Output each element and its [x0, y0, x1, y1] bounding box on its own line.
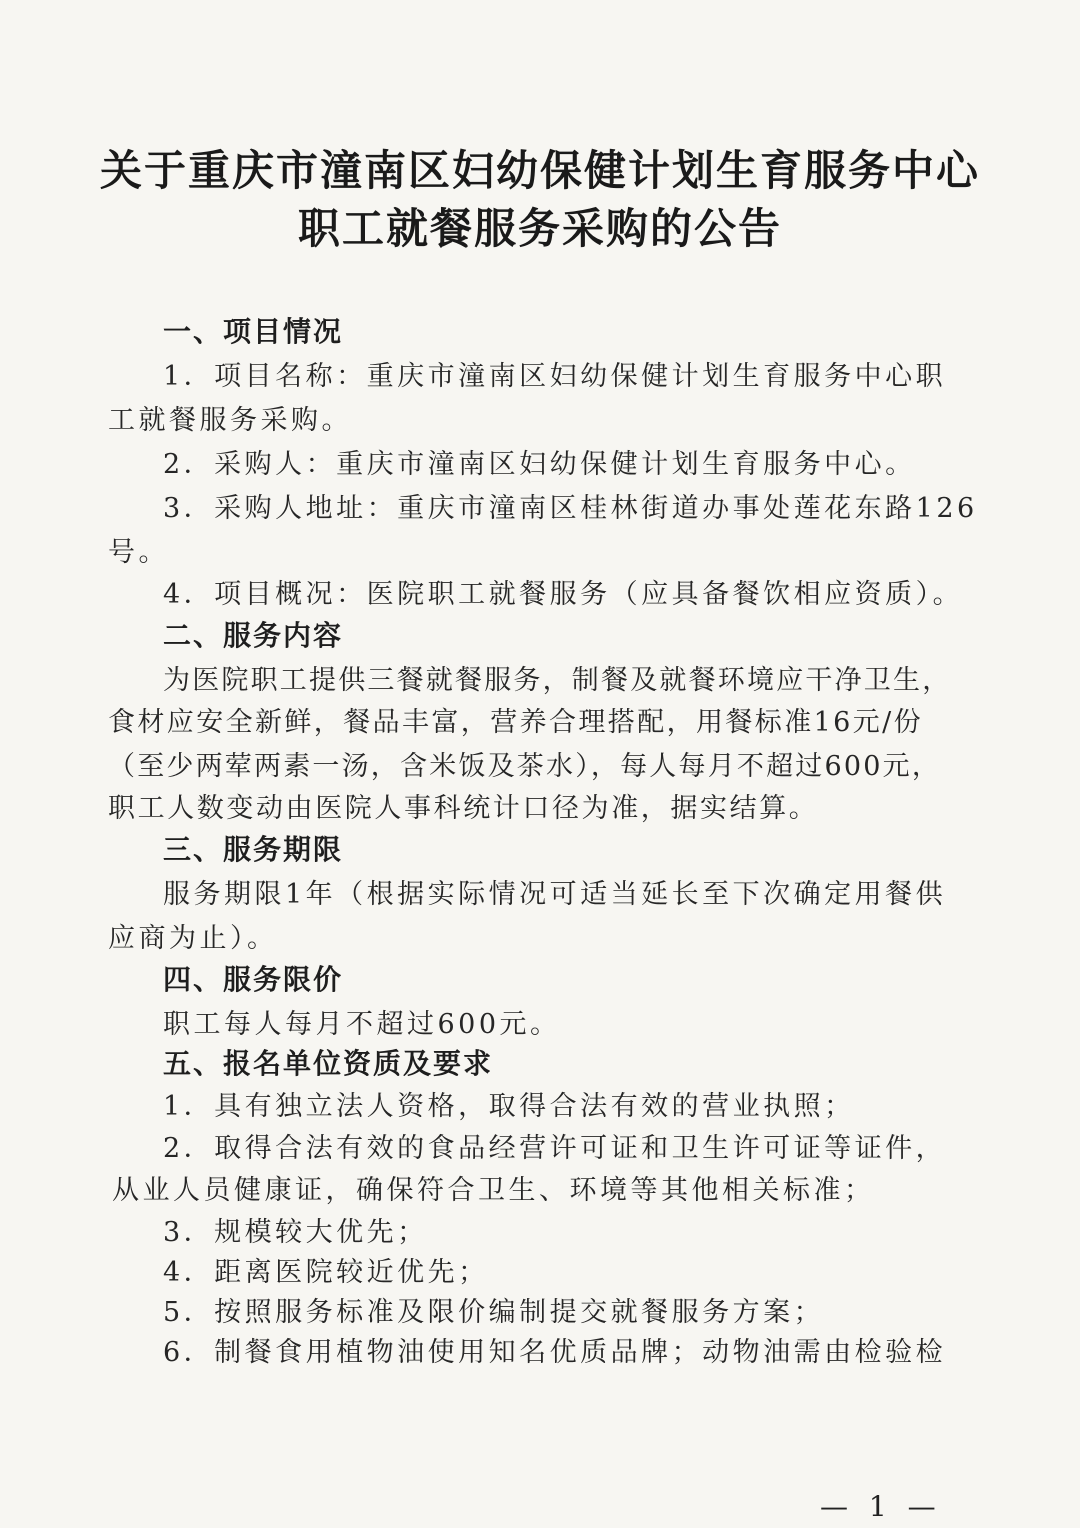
paragraph-line: 4．项目概况：医院职工就餐服务（应具备餐饮相应资质）。	[163, 579, 964, 610]
document-title-line-1: 关于重庆市潼南区妇幼保健计划生育服务中心	[99, 146, 980, 195]
paragraph-line: 3．采购人地址：重庆市潼南区桂林街道办事处莲花东路126	[163, 493, 978, 524]
paragraph-line: （至少两荤两素一汤，含米饭及茶水），每人每月不超过600元，	[108, 751, 942, 782]
paragraph-line: 6．制餐食用植物油使用知名优质品牌；动物油需由检验检	[163, 1337, 947, 1368]
paragraph-line: 3．规模较大优先；	[163, 1217, 428, 1248]
paragraph-line: 2．采购人：重庆市潼南区妇幼保健计划生育服务中心。	[163, 449, 916, 480]
paragraph-line: 食材应安全新鲜，餐品丰富，营养合理搭配，用餐标准16元/份	[108, 707, 924, 738]
document-title-line-2: 职工就餐服务采购的公告	[297, 204, 782, 253]
paragraph-line: 5．按照服务标准及限价编制提交就餐服务方案；	[163, 1297, 825, 1328]
paragraph-line: 1．项目名称：重庆市潼南区妇幼保健计划生育服务中心职	[163, 361, 947, 392]
section-heading-service-content: 二、服务内容	[163, 619, 344, 652]
paragraph-line: 应商为止）。	[108, 923, 278, 954]
paragraph-line: 号。	[108, 537, 169, 568]
section-heading-project: 一、项目情况	[163, 315, 344, 348]
section-heading-qualifications: 五、报名单位资质及要求	[163, 1047, 494, 1080]
section-heading-service-period: 三、服务期限	[163, 833, 344, 866]
paragraph-line: 从业人员健康证，确保符合卫生、环境等其他相关标准；	[112, 1175, 875, 1206]
paragraph-line: 职工每人每月不超过600元。	[163, 1009, 561, 1040]
paragraph-line: 2．取得合法有效的食品经营许可证和卫生许可证等证件，	[163, 1133, 947, 1164]
page-number: — 1 —	[820, 1490, 942, 1523]
paragraph-line: 4．距离医院较近优先；	[163, 1257, 489, 1288]
paragraph-line: 1．具有独立法人资格，取得合法有效的营业执照；	[163, 1091, 855, 1122]
paragraph-line: 工就餐服务采购。	[108, 405, 352, 436]
paragraph-line: 职工人数变动由医院人事科统计口径为准，据实结算。	[108, 793, 819, 824]
paragraph-line: 服务期限1年（根据实际情况可适当延长至下次确定用餐供	[163, 879, 947, 910]
section-heading-price-limit: 四、服务限价	[163, 963, 344, 996]
paragraph-line: 为医院职工提供三餐就餐服务，制餐及就餐环境应干净卫生，	[163, 665, 952, 696]
